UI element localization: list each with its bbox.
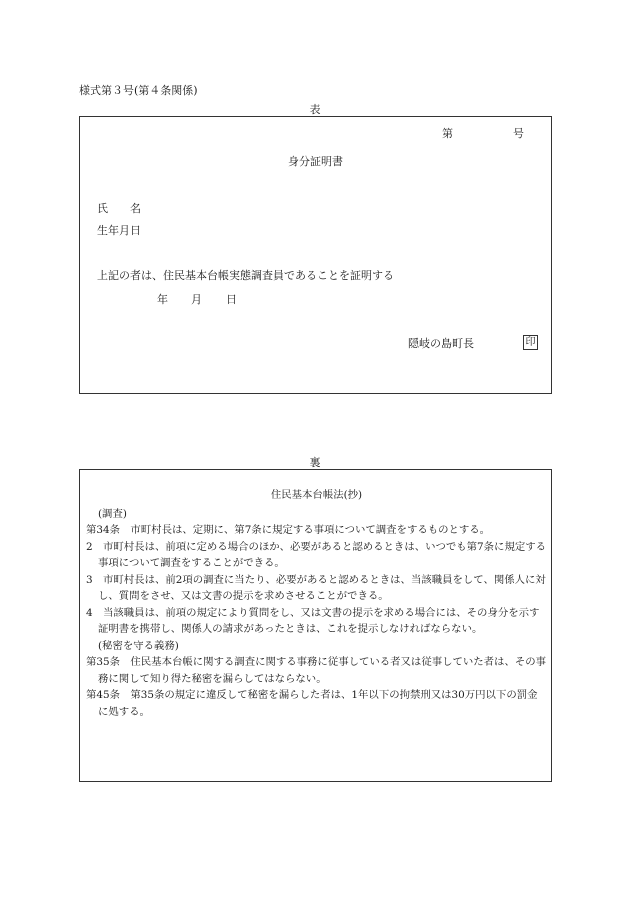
heading-secrecy: (秘密を守る義務)	[98, 639, 179, 652]
certification-statement: 上記の者は、住民基本台帳実態調査員であることを証明する	[97, 269, 394, 282]
date-month-label: 月	[191, 293, 202, 306]
law-title: 住民基本台帳法(抄)	[270, 489, 363, 501]
heading-investigation: (調査)	[98, 507, 127, 520]
article-34-para-3: 3 市町村長は、前2項の調査に当たり、必要があると認めるときは、当該職員をして、関係人に対し、質問をさせ、又は文書の提示を求めさせることができる。	[86, 573, 546, 602]
article-34: 第34条 市町村長は、定期に、第7条に規定する事項について調査をするものとする。	[86, 524, 491, 536]
article-34-para-2: 2 市町村長は、前項に定める場合のほか、必要があると認めるときは、いつでも第7条に規定する事項について調査をすることができる。	[86, 540, 547, 569]
article-35: 第35条 住民基本台帳に関する調査に関する事務に従事している者又は従事していた者は、その事務に関して知り得た秘密を漏らしてはならない。	[86, 656, 547, 685]
seal-mark: 印	[523, 335, 538, 350]
back-side-label: 裏	[309, 456, 321, 469]
date-year-label: 年	[157, 293, 168, 306]
article-45: 第45条 第35条の規定に違反して秘密を漏らした者は、1年以下の拘禁刑又は30万円以下の罰金に処する。	[86, 689, 538, 718]
back-law-excerpt-card	[79, 469, 552, 782]
certificate-number-prefix: 第	[442, 127, 453, 140]
name-label: 氏 名	[97, 202, 141, 215]
issuer-name: 隠岐の島町長	[408, 337, 474, 350]
front-side-label: 表	[309, 103, 321, 116]
law-excerpt	[86, 487, 547, 720]
certificate-title: 身分証明書	[288, 155, 343, 168]
article-34-para-4: 4 当該職員は、前項の規定により質問をし、又は文書の提示を求める場合には、その身分を示す証明書を携帯し、関係人の請求があったときは、これを提示しなければならない。	[86, 606, 540, 635]
certificate-number-suffix: 号	[513, 127, 524, 140]
front-certificate-card	[79, 116, 552, 394]
form-number-label: 様式第３号(第４条関係)	[79, 84, 198, 97]
date-day-label: 日	[226, 293, 237, 306]
dob-label: 生年月日	[97, 224, 141, 237]
